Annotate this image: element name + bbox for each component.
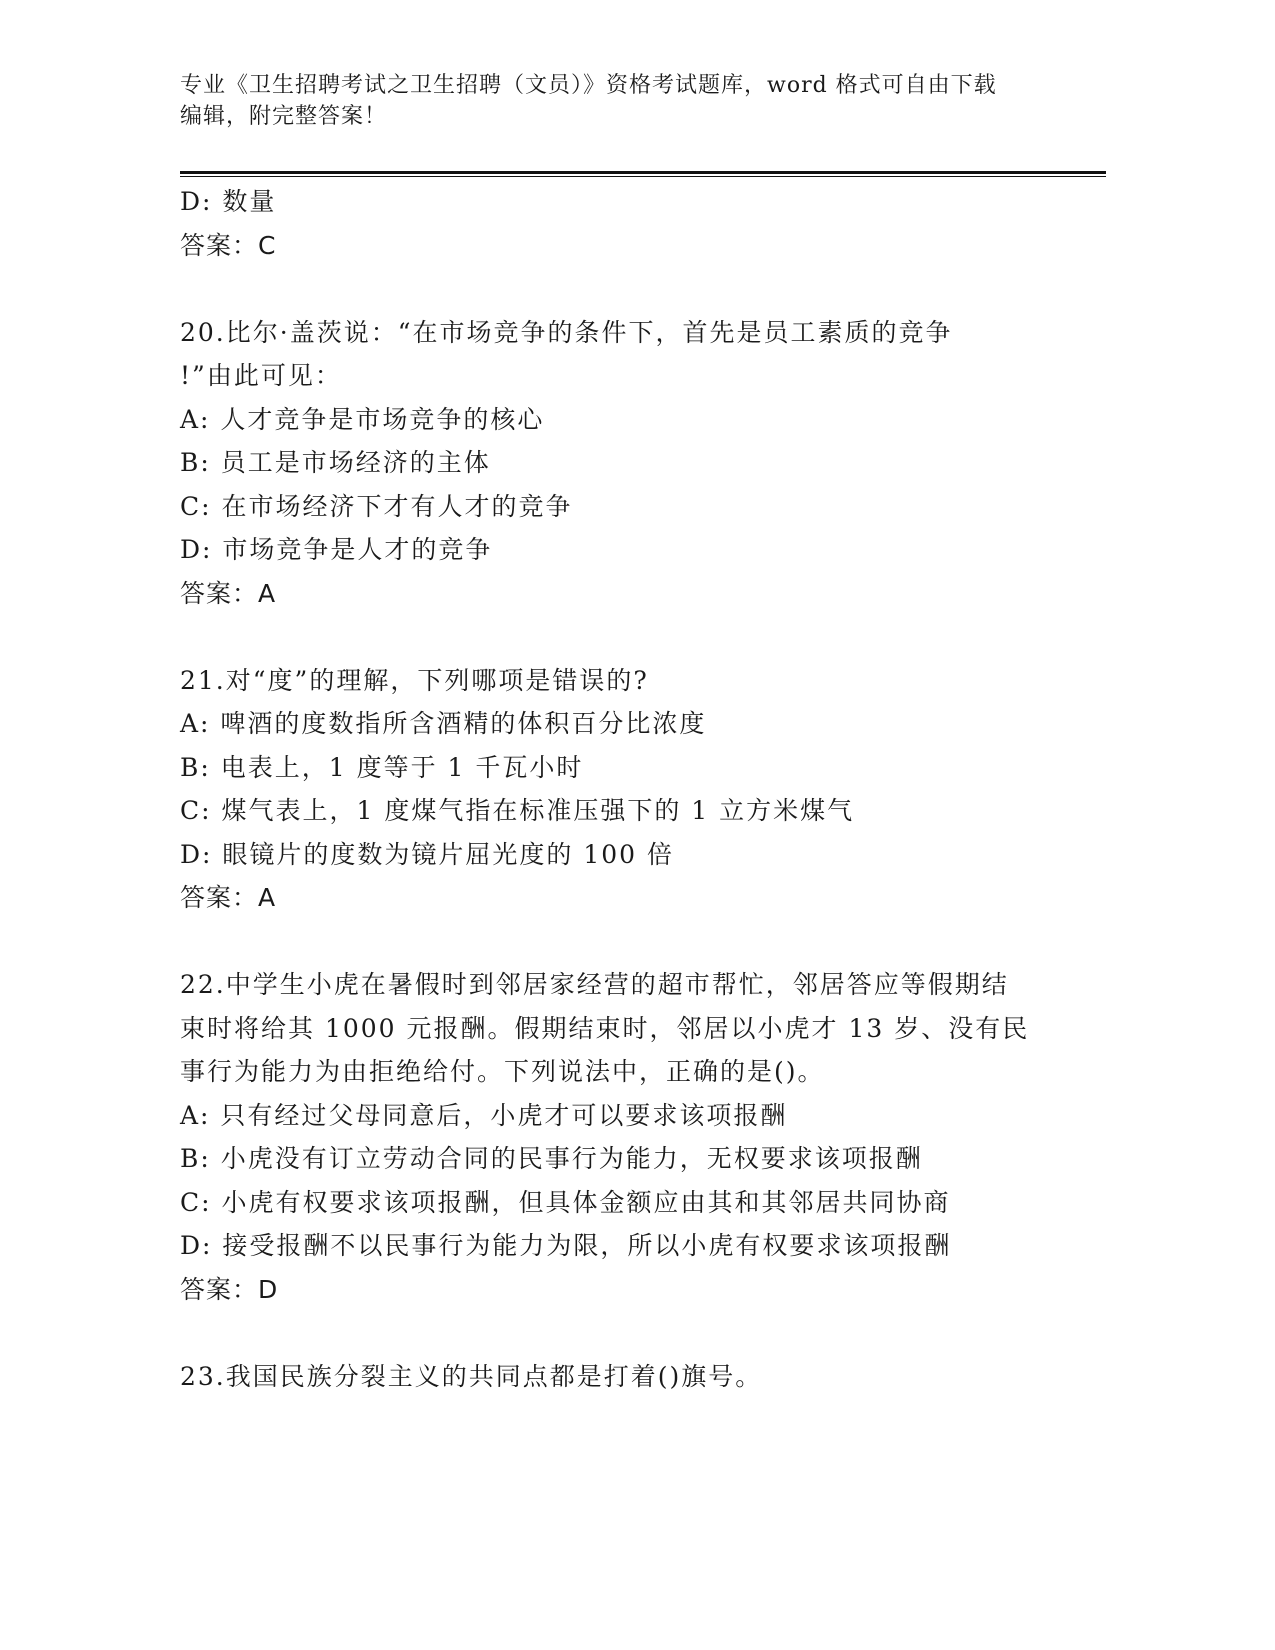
header-line-1: 专业《卫生招聘考试之卫生招聘（文员）》资格考试题库，word 格式可自由下载: [180, 73, 997, 98]
question-stem-line: 23.我国民族分裂主义的共同点都是打着()旗号。: [180, 1361, 763, 1391]
question-stem-line: 束时将给其 1000 元报酬。假期结束时，邻居以小虎才 13 岁、没有民: [180, 1013, 1030, 1043]
spacer: [180, 615, 1060, 659]
question-stem-line: !”由此可见：: [180, 361, 342, 390]
spacer: [180, 1311, 1060, 1355]
option-b: B: 电表上，1 度等于 1 千瓦小时: [180, 752, 584, 782]
header-divider-thick: [180, 171, 1106, 174]
option-a: A: 人才竞争是市场竞争的核心: [180, 404, 545, 434]
prev-option-d: D: 数量: [180, 187, 277, 216]
option-c: C: 小虎有权要求该项报酬，但具体金额应由其和其邻居共同协商: [180, 1187, 951, 1217]
answer: 答案：A: [180, 578, 277, 608]
option-d: D: 眼镜片的度数为镜片屈光度的 100 倍: [180, 839, 675, 869]
answer: 答案：A: [180, 883, 277, 912]
question-stem-line: 20.比尔·盖茨说：“在市场竞争的条件下，首先是员工素质的竞争: [180, 317, 953, 347]
question-stem-line: 22.中学生小虎在暑假时到邻居家经营的超市帮忙，邻居答应等假期结: [180, 970, 1009, 999]
option-b: B: 员工是市场经济的主体: [180, 448, 491, 477]
question-22: [180, 963, 1060, 1311]
option-d: D: 市场竞争是人才的竞争: [180, 535, 493, 564]
question-stem-line: 事行为能力为由拒绝给付。下列说法中，正确的是()。: [180, 1057, 825, 1086]
header-line-2: 编辑，附完整答案！: [180, 104, 388, 129]
spacer: [180, 920, 1060, 964]
question-23: [180, 1355, 1060, 1399]
question-20: [180, 311, 1060, 616]
page-header: [180, 70, 1060, 132]
header-divider-thin: [180, 176, 1106, 177]
spacer: [180, 267, 1060, 311]
question-list: [180, 180, 1060, 1398]
option-c: C: 煤气表上，1 度煤气指在标准压强下的 1 立方米煤气: [180, 796, 855, 825]
prev-answer: 答案：C: [180, 230, 277, 260]
question-21: [180, 659, 1060, 920]
option-a: A: 啤酒的度数指所含酒精的体积百分比浓度: [180, 709, 707, 738]
option-d: D: 接受报酬不以民事行为能力为限，所以小虎有权要求该项报酬: [180, 1231, 952, 1260]
answer: 答案：D: [180, 1274, 279, 1304]
question-stem-line: 21.对“度”的理解，下列哪项是错误的?: [180, 665, 649, 695]
option-b: B: 小虎没有订立劳动合同的民事行为能力，无权要求该项报酬: [180, 1144, 923, 1173]
option-a: A: 只有经过父母同意后，小虎才可以要求该项报酬: [180, 1100, 788, 1130]
option-c: C: 在市场经济下才有人才的竞争: [180, 491, 573, 521]
